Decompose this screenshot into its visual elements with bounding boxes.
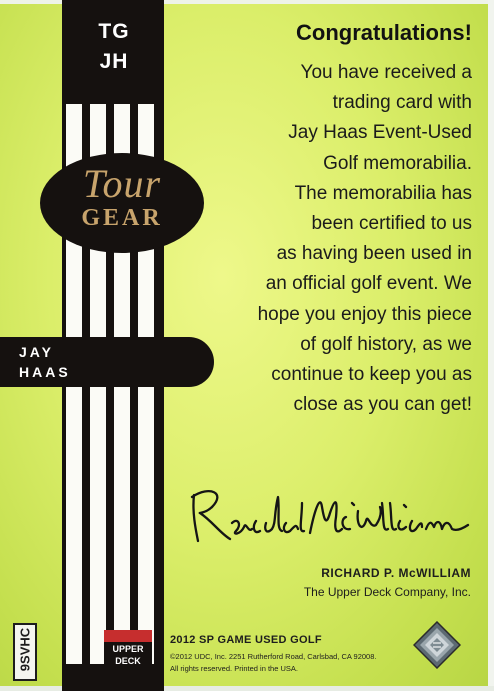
signature-graphic — [186, 483, 476, 553]
message-line: continue to keep you as — [271, 364, 472, 386]
card-edge-right — [488, 0, 494, 691]
headline: Congratulations! — [296, 20, 472, 45]
code-line-1: TG — [98, 20, 130, 43]
certification-message — [200, 58, 472, 420]
message-line: Jay Haas Event-Used — [288, 122, 472, 144]
hologram-icon — [413, 621, 461, 669]
card-id-box — [13, 623, 37, 681]
signer-company: The Upper Deck Company, Inc. — [303, 585, 471, 599]
set-name: 2012 SP GAME USED GOLF — [170, 634, 322, 646]
player-last-name: HAAS — [19, 364, 71, 380]
message-line: of golf history, as we — [300, 333, 472, 355]
message-line: The memorabilia has — [294, 182, 472, 204]
legal-text: ©2012 UDC, Inc. 2251 Rutherford Road, Carlsbad, CA 92008. — [170, 652, 377, 661]
player-first-name: JAY — [19, 344, 54, 360]
logo-tour-text: Tour — [82, 161, 162, 206]
message-line: close as you can get! — [293, 394, 472, 416]
logo-gear-text: GEAR — [81, 205, 163, 231]
logo-text-upper: UPPER — [112, 644, 144, 654]
message-line: been certified to us — [311, 213, 472, 235]
message-line: an official golf event. We — [265, 273, 472, 295]
upper-deck-logo — [104, 630, 152, 678]
message-line: You have received a — [300, 62, 472, 83]
logo-flag — [104, 630, 152, 642]
code-line-2: JH — [99, 50, 129, 73]
legal-text: All rights reserved. Printed in the USA. — [170, 664, 298, 673]
signer-name: RICHARD P. McWILLIAM — [321, 566, 471, 580]
logo-text-deck: DECK — [115, 656, 141, 666]
card-id: 9SVHC — [17, 627, 33, 672]
message-line: as having been used in — [276, 243, 472, 265]
message-line: Golf memorabilia. — [323, 152, 472, 174]
message-line: trading card with — [332, 92, 472, 114]
message-line: hope you enjoy this piece — [257, 303, 472, 325]
